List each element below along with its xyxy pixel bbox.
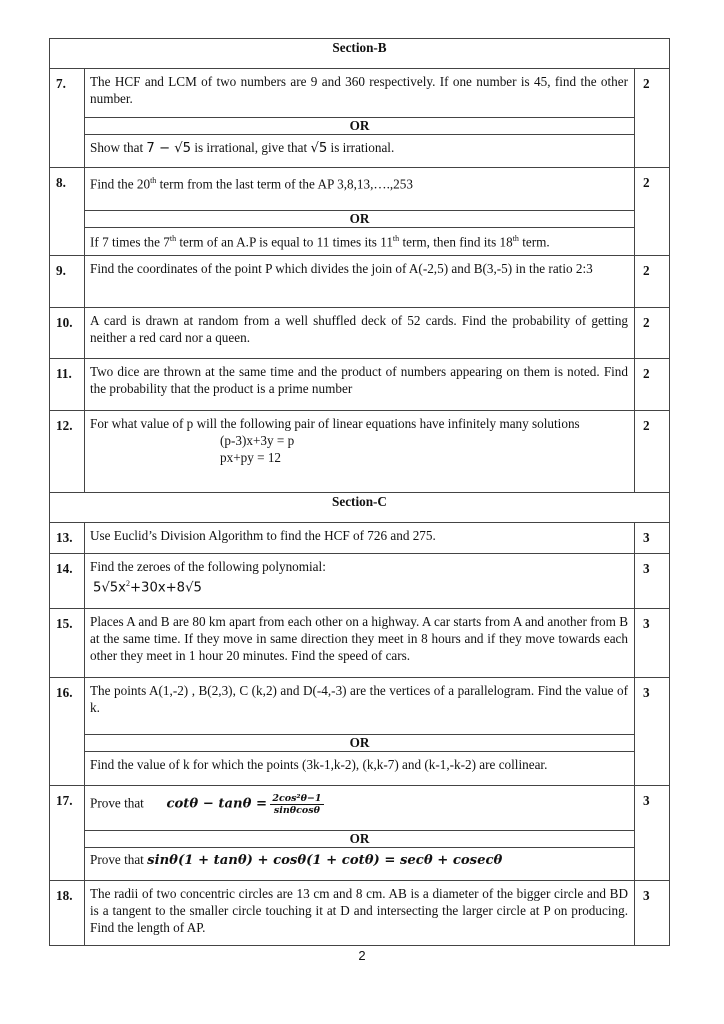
question-number: 11.: [50, 358, 85, 410]
question-row-14: [50, 553, 670, 608]
question-row-10: [50, 307, 670, 358]
alternative-question: Find the value of k for which the points (3k-1,k-2), (k,k-7) and (k-1,-k-2) are collinear.: [90, 756, 548, 772]
question-number: 8.: [50, 168, 85, 256]
question-text: [85, 554, 634, 602]
text-part: term, then find its 18: [399, 234, 513, 250]
fraction-denominator: sinθcosθ: [273, 804, 320, 816]
question-number: 12.: [50, 410, 85, 492]
alternative-question: [85, 848, 634, 877]
marks: 3: [635, 553, 670, 608]
question-text: Two dice are thrown at the same time and the product of numbers appearing on them is noted. Find the probability that the product is a prime number: [90, 363, 628, 396]
or-divider: OR: [85, 734, 634, 752]
question-text: A card is drawn at random from a well shuffled deck of 52 cards. Find the probability of getting neither a red card nor a queen.: [90, 312, 628, 345]
fraction: [270, 793, 323, 816]
prove-label: Prove that: [90, 851, 148, 867]
question-text: The HCF and LCM of two numbers are 9 and 360 respectively. If one number is 45, find the other number.: [90, 74, 628, 106]
question-body: [85, 307, 635, 358]
question-body: [85, 358, 635, 410]
superscript: th: [150, 176, 157, 185]
question-text: The points A(1,-2) , B(2,3), C (k,2) and D(-4,-3) are the vertices of a parallelogram. Find the value of k.: [90, 682, 628, 715]
polynomial-part: 5√5x: [93, 580, 126, 596]
marks: 3: [635, 522, 670, 553]
or-divider: OR: [85, 117, 634, 135]
question-body: [85, 410, 635, 492]
prove-label: Prove that: [90, 795, 144, 811]
polynomial-part: +30x+8√5: [130, 580, 202, 596]
question-statement: Find the zeroes of the following polynomial:: [90, 558, 326, 574]
question-number: 13.: [50, 522, 85, 553]
question-number: 16.: [50, 677, 85, 785]
equation-1: (p-3)x+3y = p: [220, 432, 295, 448]
question-number: 10.: [50, 307, 85, 358]
question-number: 18.: [50, 880, 85, 945]
fraction-numerator: 2cos²θ−1: [272, 792, 322, 804]
question-row-7: [50, 69, 670, 168]
marks: 2: [635, 410, 670, 492]
question-number: 17.: [50, 785, 85, 880]
marks: 2: [635, 307, 670, 358]
question-row-13: [50, 522, 670, 553]
math-expression: √5: [310, 141, 328, 156]
question-row-9: [50, 255, 670, 307]
marks: 3: [635, 880, 670, 945]
section-c-header-row: [50, 492, 670, 522]
question-body: [85, 168, 635, 256]
question-row-17: [50, 785, 670, 880]
question-statement: For what value of p will the following pair of linear equations have infinitely many solutions: [90, 415, 580, 431]
question-row-16: [50, 677, 670, 785]
text-part: term of an A.P is equal to 11 times its 11: [176, 234, 393, 250]
superscript: 2: [126, 578, 130, 588]
superscript: th: [169, 234, 177, 244]
superscript: th: [392, 234, 400, 244]
section-b-title: Section-B: [50, 39, 670, 69]
page-number: 2: [358, 948, 366, 963]
alt-text-part: is irrational.: [327, 140, 395, 155]
text-part: term from the last term of the AP 3,8,13,….,253: [156, 176, 413, 192]
or-divider: OR: [85, 210, 634, 228]
question-text: Find the coordinates of the point P which divides the join of A(-2,5) and B(3,-5) in the ratio 2:3: [90, 260, 593, 276]
marks: 3: [635, 608, 670, 677]
question-body: [85, 677, 635, 785]
question-table: [49, 38, 670, 946]
question-row-15: [50, 608, 670, 677]
question-row-11: [50, 358, 670, 410]
question-body: [85, 553, 635, 608]
question-body: [85, 522, 635, 553]
question-row-12: [50, 410, 670, 492]
section-b-header-row: [50, 39, 670, 69]
marks: 2: [635, 255, 670, 307]
superscript: th: [512, 234, 519, 244]
question-number: 14.: [50, 553, 85, 608]
alternative-question: [85, 228, 634, 254]
question-body: [85, 608, 635, 677]
text-part: If 7 times the 7: [90, 234, 170, 250]
equation-2: px+py = 12: [220, 449, 282, 465]
or-divider: OR: [85, 830, 634, 848]
question-text: The radii of two concentric circles are 13 cm and 8 cm. AB is a diameter of the bigger circle and BD is a tangent to the smaller circle touching it at D and intersecting the larger circle at P on producing. Find the length of AP.: [90, 885, 628, 935]
marks: 2: [635, 168, 670, 256]
math-expression: 7 − √5: [146, 141, 192, 156]
marks: 2: [635, 69, 670, 168]
question-body: [85, 69, 635, 168]
alt-text-part: is irrational, give that: [191, 140, 311, 155]
alt-text-part: Show that: [90, 140, 147, 155]
text-part: Find the 20: [90, 176, 151, 192]
question-number: 7.: [50, 69, 85, 168]
question-text: [85, 411, 634, 472]
question-number: 15.: [50, 608, 85, 677]
question-body: [85, 785, 635, 880]
question-body: [85, 880, 635, 945]
question-text: [85, 786, 634, 826]
question-row-8: [50, 168, 670, 256]
question-body: [85, 255, 635, 307]
text-part: term.: [518, 234, 550, 250]
question-number: 9.: [50, 255, 85, 307]
section-c-title: Section-C: [50, 492, 670, 522]
marks: 3: [635, 785, 670, 880]
math-expression: cotθ − tanθ =: [166, 796, 268, 812]
alternative-question: [85, 135, 634, 167]
math-expression: sinθ(1 + tanθ) + cosθ(1 + cotθ) = secθ + cosecθ: [147, 852, 503, 868]
question-text: [85, 168, 634, 206]
marks: 2: [635, 358, 670, 410]
polynomial: [90, 575, 628, 596]
question-row-18: [50, 880, 670, 945]
marks: 3: [635, 677, 670, 785]
question-text: Places A and B are 80 km apart from each other on a highway. A car starts from A and another from B at the same time. If they move in same direction they meet in 8 hours and if they move towards each other they meet in 1 hour 20 minutes. Find the speed of cars.: [90, 613, 628, 663]
question-text: Use Euclid’s Division Algorithm to find the HCF of 726 and 275.: [90, 527, 436, 543]
